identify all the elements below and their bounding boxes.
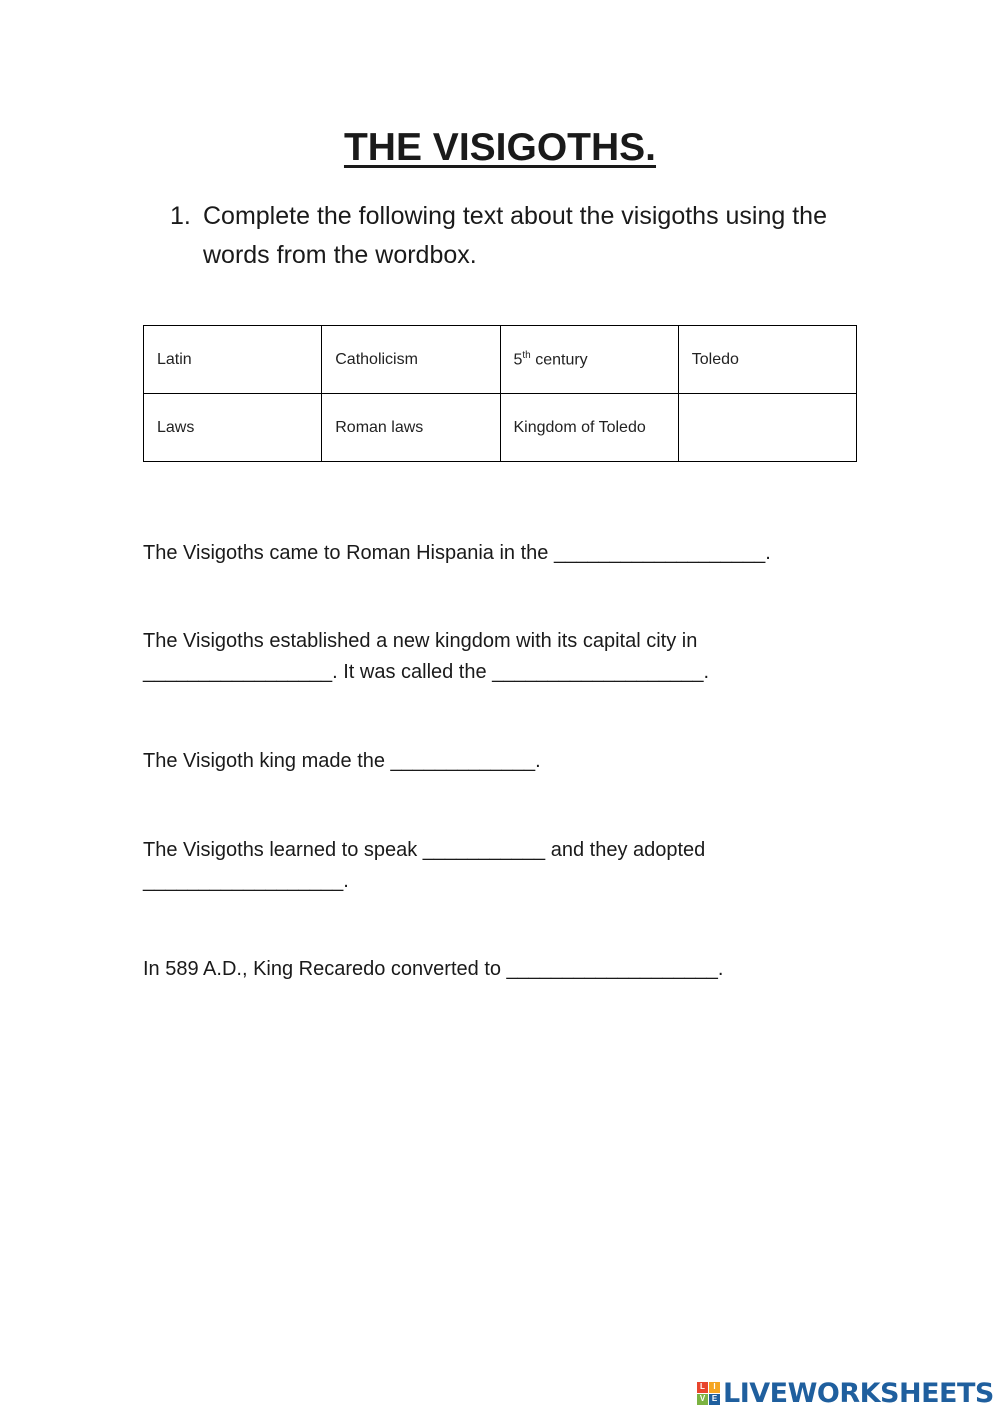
- wordbox-cell-rest: century: [530, 351, 588, 369]
- logo-mark-letter: V: [697, 1394, 708, 1405]
- wordbox-cell: Toledo: [678, 326, 856, 394]
- wordbox-cell: [678, 394, 856, 462]
- wordbox-row: [144, 394, 857, 462]
- wordbox-cell: Catholicism: [322, 326, 500, 394]
- question-5: In 589 A.D., King Recaredo converted to ___________________.: [143, 958, 724, 980]
- wordbox-cell: Laws: [144, 394, 322, 462]
- question-2-line-1: The Visigoths established a new kingdom with its capital city in: [143, 630, 698, 652]
- wordbox-cell: Latin: [144, 326, 322, 394]
- wordbox-row: [144, 326, 857, 394]
- page-title: [0, 124, 1000, 172]
- question-4: [143, 835, 843, 897]
- question-4-line-1: The Visigoths learned to speak ___________ and they adopted: [143, 839, 706, 861]
- wordbox-cell-base: 5: [513, 351, 523, 369]
- wordbox-table: [143, 325, 857, 462]
- question-2-line-2: _________________. It was called the ___________________.: [143, 661, 710, 683]
- instruction: [170, 197, 870, 275]
- wordbox-cell: Roman laws: [322, 394, 500, 462]
- page-title-text: THE VISIGOTHS.: [343, 126, 657, 169]
- question-3: The Visigoth king made the _____________.: [143, 750, 541, 772]
- liveworksheets-logo: [697, 1378, 994, 1408]
- question-1: The Visigoths came to Roman Hispania in the ___________________.: [143, 542, 771, 564]
- logo-mark-letter: L: [697, 1382, 708, 1393]
- wordbox-cell: [500, 326, 678, 394]
- instruction-number: 1.: [170, 202, 191, 230]
- instruction-text: Complete the following text about the visigoths using the words from the wordbox.: [203, 202, 827, 269]
- logo-text: LIVEWORKSHEETS: [723, 1377, 994, 1409]
- logo-mark-icon: [697, 1382, 720, 1405]
- wordbox-cell-superscript: th: [522, 349, 531, 361]
- wordbox-cell: Kingdom of Toledo: [500, 394, 678, 462]
- logo-mark-letter: E: [709, 1394, 720, 1405]
- question-4-line-2: __________________.: [143, 870, 349, 892]
- question-2: [143, 626, 843, 688]
- logo-mark-letter: I: [709, 1382, 720, 1393]
